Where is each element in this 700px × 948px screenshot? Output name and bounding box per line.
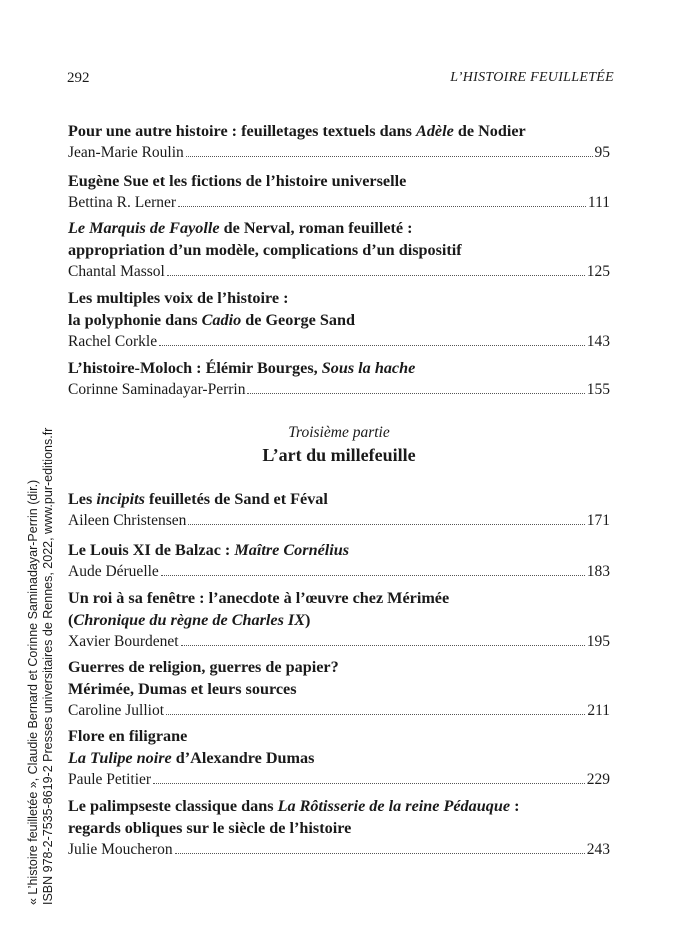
toc-entry <box>68 795 610 860</box>
toc-entry <box>68 357 610 400</box>
entry-author: Aileen Christensen <box>68 512 187 529</box>
entry-author: Paule Petitier <box>68 771 152 788</box>
side-credit <box>26 428 56 905</box>
entry-title: Eugène Sue et les fictions de l’histoire universelle <box>68 172 407 190</box>
running-title: L’HISTOIRE FEUILLETÉE <box>450 70 614 85</box>
toc-entry <box>68 488 610 531</box>
entry-title: Les multiples voix de l’histoire : <box>68 289 289 307</box>
dot-leader <box>175 853 585 854</box>
entry-title: Pour une autre histoire : feuilletages textuels dans Adèle de Nodier <box>68 122 526 140</box>
entry-author: Corinne Saminadayar-Perrin <box>68 381 246 398</box>
dot-leader <box>186 156 593 157</box>
entry-title: regards obliques sur le siècle de l’histoire <box>68 819 352 837</box>
entry-title: la polyphonie dans Cadio de George Sand <box>68 311 355 329</box>
toc-entry <box>68 656 610 721</box>
entry-page: 195 <box>586 633 610 650</box>
entry-title: (Chronique du règne de Charles IX) <box>68 611 311 629</box>
entry-author-line <box>68 261 610 282</box>
entry-author: Bettina R. Lerner <box>68 194 177 211</box>
dot-leader <box>159 345 585 346</box>
entry-author: Jean-Marie Roulin <box>68 144 184 161</box>
part-label: Troisième partie <box>288 424 390 441</box>
entry-title: Un roi à sa fenêtre : l’anecdote à l’œuvre chez Mérimée <box>68 589 450 607</box>
entry-title: Mérimée, Dumas et leurs sources <box>68 680 297 698</box>
entry-author-line <box>68 510 610 531</box>
toc-entry <box>68 539 610 582</box>
side-credit-line-2: ISBN 978-2-7535-8619-2 Presses universitaires de Rennes, 2022, www.pur-editions.fr <box>41 427 55 905</box>
entry-page: 183 <box>586 563 610 580</box>
entry-page: 155 <box>586 381 610 398</box>
entry-author-line <box>68 142 610 163</box>
page-number: 292 <box>67 70 90 86</box>
entry-page: 111 <box>587 194 610 211</box>
dot-leader <box>161 575 585 576</box>
part-heading <box>68 423 610 467</box>
dot-leader <box>167 275 585 276</box>
entry-author: Chantal Massol <box>68 263 165 280</box>
entry-page: 143 <box>586 333 610 350</box>
dot-leader <box>178 206 586 207</box>
dot-leader <box>247 393 584 394</box>
entry-title: L’histoire-Moloch : Élémir Bourges, Sous la hache <box>68 359 416 377</box>
entry-author: Julie Moucheron <box>68 841 173 858</box>
entry-title: appropriation d’un modèle, complications d’un dispositif <box>68 241 462 259</box>
side-credit-line-1: « L’histoire feuilletée », Claudie Bernard et Corinne Saminadayar-Perrin (dir.) <box>26 479 40 905</box>
entry-page: 171 <box>586 512 610 529</box>
toc-entry <box>68 120 610 163</box>
entry-title: Les incipits feuilletés de Sand et Féval <box>68 490 328 508</box>
toc-entry <box>68 217 610 282</box>
entry-page: 211 <box>587 702 610 719</box>
entry-title: La Tulipe noire d’Alexandre Dumas <box>68 749 315 767</box>
entry-title: Flore en filigrane <box>68 727 188 745</box>
dot-leader <box>153 783 585 784</box>
entry-page: 125 <box>586 263 610 280</box>
entry-title: Le Louis XI de Balzac : Maître Cornélius <box>68 541 350 559</box>
entry-title: Le Marquis de Fayolle de Nerval, roman feuilleté : <box>68 219 413 237</box>
entry-title: Guerres de religion, guerres de papier? <box>68 658 339 676</box>
toc-entry <box>68 170 610 213</box>
entry-author-line <box>68 631 610 652</box>
entry-author: Caroline Julliot <box>68 702 165 719</box>
entry-author-line <box>68 561 610 582</box>
toc-entry <box>68 287 610 352</box>
entry-author-line <box>68 839 610 860</box>
entry-author-line <box>68 769 610 790</box>
entry-author: Xavier Bourdenet <box>68 633 179 650</box>
entry-title: Le palimpseste classique dans La Rôtisserie de la reine Pédauque : <box>68 797 520 815</box>
toc-entry <box>68 725 610 790</box>
dot-leader <box>181 645 585 646</box>
toc-entry <box>68 587 610 652</box>
part-title: L’art du millefeuille <box>262 445 416 465</box>
entry-author-line <box>68 700 610 721</box>
dot-leader <box>166 714 585 715</box>
entry-page: 229 <box>586 771 610 788</box>
entry-author-line <box>68 192 610 213</box>
entry-page: 243 <box>586 841 610 858</box>
entry-page: 95 <box>594 144 610 161</box>
dot-leader <box>188 524 584 525</box>
entry-author: Aude Déruelle <box>68 563 159 580</box>
entry-author: Rachel Corkle <box>68 333 158 350</box>
entry-author-line <box>68 331 610 352</box>
entry-author-line <box>68 379 610 400</box>
